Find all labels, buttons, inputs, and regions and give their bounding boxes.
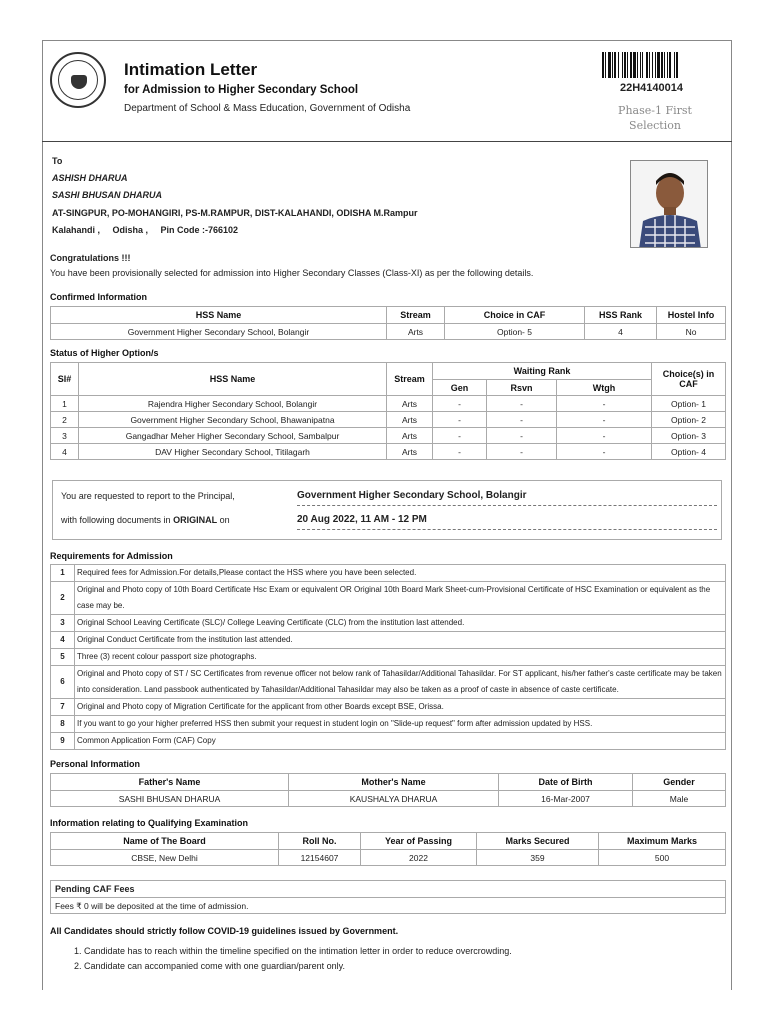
odisha-seal-icon — [50, 52, 106, 108]
list-item: 4 Original Conduct Certificate from the institution last attended. — [51, 632, 726, 649]
department-name: Department of School & Mass Education, Government of Odisha — [124, 103, 411, 114]
higher-options-label: Status of Higher Option/s — [50, 348, 159, 358]
address-to: To — [52, 156, 63, 166]
guardian-name: SASHI BHUSAN DHARUA — [52, 190, 163, 200]
pending-fees-label: Pending CAF Fees — [55, 884, 135, 894]
pending-fees-text: Fees ₹ 0 will be deposited at the time of admission. — [55, 901, 249, 911]
requirements-label: Requirements for Admission — [50, 551, 173, 561]
report-datetime: 20 Aug 2022, 11 AM - 12 PM — [297, 514, 717, 530]
address-city: Kalahandi , Odisha , Pin Code :-766102 — [52, 225, 239, 235]
confirmed-info-table: HSS Name Stream Choice in CAF HSS Rank Hostel Info Government Higher Secondary School, Bolangir Arts Option- 5 4 No — [50, 306, 726, 340]
exam-info-table: Name of The Board Roll No. Year of Passing Marks Secured Maximum Marks CBSE, New Delhi 12154607 2022 359 500 — [50, 832, 726, 866]
list-item: 5 Three (3) recent colour passport size photographs. — [51, 649, 726, 666]
list-item: 6 Original and Photo copy of ST / SC Certificates from revenue officer not below rank of Tahasildar/Additional Tahasildar. For ST applicant, his/her father's caste certificate may be taken into consideration. Land passbook authenticated by Tahasildar/Additional Tahasildar may also be taken as a proof of caste in absence of caste certificate. — [51, 666, 726, 699]
list-item: 1 Required fees for Admission.For details,Please contact the HSS where you have been selected. — [51, 565, 726, 582]
list-item: 9 Common Application Form (CAF) Copy — [51, 733, 726, 750]
candidate-photo — [630, 160, 708, 248]
table-row: SASHI BHUSAN DHARUA KAUSHALYA DHARUA 16-Mar-2007 Male — [51, 791, 726, 807]
table-row: 4 DAV Higher Secondary School, Titilagarh Arts - - - Option- 4 — [51, 444, 726, 460]
list-item: 7 Original and Photo copy of Migration Certificate for the applicant from other Boards except BSE, Orissa. — [51, 699, 726, 716]
table-row: CBSE, New Delhi 12154607 2022 359 500 — [51, 850, 726, 866]
table-row: 2 Government Higher Secondary School, Bhawanipatna Arts - - - Option- 2 — [51, 412, 726, 428]
higher-options-table: Sl# HSS Name Stream Waiting Rank Choice(s) in CAF Gen Rsvn Wtgh 1 Rajendra Higher Secondary School, Bolangir Arts - - - Option- 1 2 Government Higher Secondary School, Bhawanipatna Arts - - - Option- 2 3 Gangadhar Meher Higher Secondary School, Sambalpur Arts - - - Option- 3 4 DAV Higher Secondary School, Titilagarh Arts - - - Option- 4 — [50, 362, 726, 460]
requirements-table — [50, 564, 726, 750]
list-item: 8 If you want to go your higher preferred HSS then submit your request in student login on "Slide-up request" form after admission updated by HSS. — [51, 716, 726, 733]
list-item: 2 Original and Photo copy of 10th Board Certificate Hsc Exam or equivalent OR Original 10th Board Mark Sheet-cum-Provisional Certificate of HSC Examination or equivalent as the case may be. — [51, 582, 726, 615]
exam-info-label: Information relating to Qualifying Examination — [50, 818, 249, 828]
letter-header — [42, 40, 732, 142]
selection-phase: Phase-1 First Selection — [618, 104, 692, 132]
covid-item-2: 2. Candidate can accompanied come with one guardian/parent only. — [74, 961, 346, 971]
report-instruction: You are requested to report to the Principal, — [61, 491, 235, 501]
page-subtitle: for Admission to Higher Secondary School — [124, 84, 359, 96]
covid-item-1: 1. Candidate has to reach within the timeline specified on the intimation letter in order to reduce overcrowding. — [74, 946, 512, 956]
list-item: 3 Original School Leaving Certificate (SLC)/ College Leaving Certificate (CLC) from the institution last attended. — [51, 615, 726, 632]
candidate-name: ASHISH DHARUA — [52, 173, 128, 183]
report-documents-note: with following documents in ORIGINAL on — [61, 515, 230, 525]
confirmed-info-label: Confirmed Information — [50, 292, 147, 302]
congratulations-text: Congratulations !!! — [50, 253, 131, 263]
barcode-number: 22H4140014 — [620, 82, 684, 94]
report-box — [52, 480, 722, 540]
table-row: 1 Rajendra Higher Secondary School, Bolangir Arts - - - Option- 1 — [51, 396, 726, 412]
barcode-icon — [602, 52, 708, 78]
table-row: Government Higher Secondary School, Bolangir Arts Option- 5 4 No — [51, 324, 726, 340]
selection-message: You have been provisionally selected for admission into Higher Secondary Classes (Class-XI) as per the following details. — [50, 268, 534, 278]
personal-info-table: Father's Name Mother's Name Date of Birth Gender SASHI BHUSAN DHARUA KAUSHALYA DHARUA 16-Mar-2007 Male — [50, 773, 726, 807]
table-row: 3 Gangadhar Meher Higher Secondary School, Sambalpur Arts - - - Option- 3 — [51, 428, 726, 444]
covid-guidelines-label: All Candidates should strictly follow COVID-19 guidelines issued by Government. — [50, 926, 399, 936]
pending-fees-box — [50, 880, 726, 914]
report-school: Government Higher Secondary School, Bolangir — [297, 490, 717, 506]
address-line: AT-SINGPUR, PO-MOHANGIRI, PS-M.RAMPUR, DIST-KALAHANDI, ODISHA M.Rampur — [52, 208, 418, 218]
page-title: Intimation Letter — [124, 60, 258, 79]
personal-info-label: Personal Information — [50, 759, 141, 769]
